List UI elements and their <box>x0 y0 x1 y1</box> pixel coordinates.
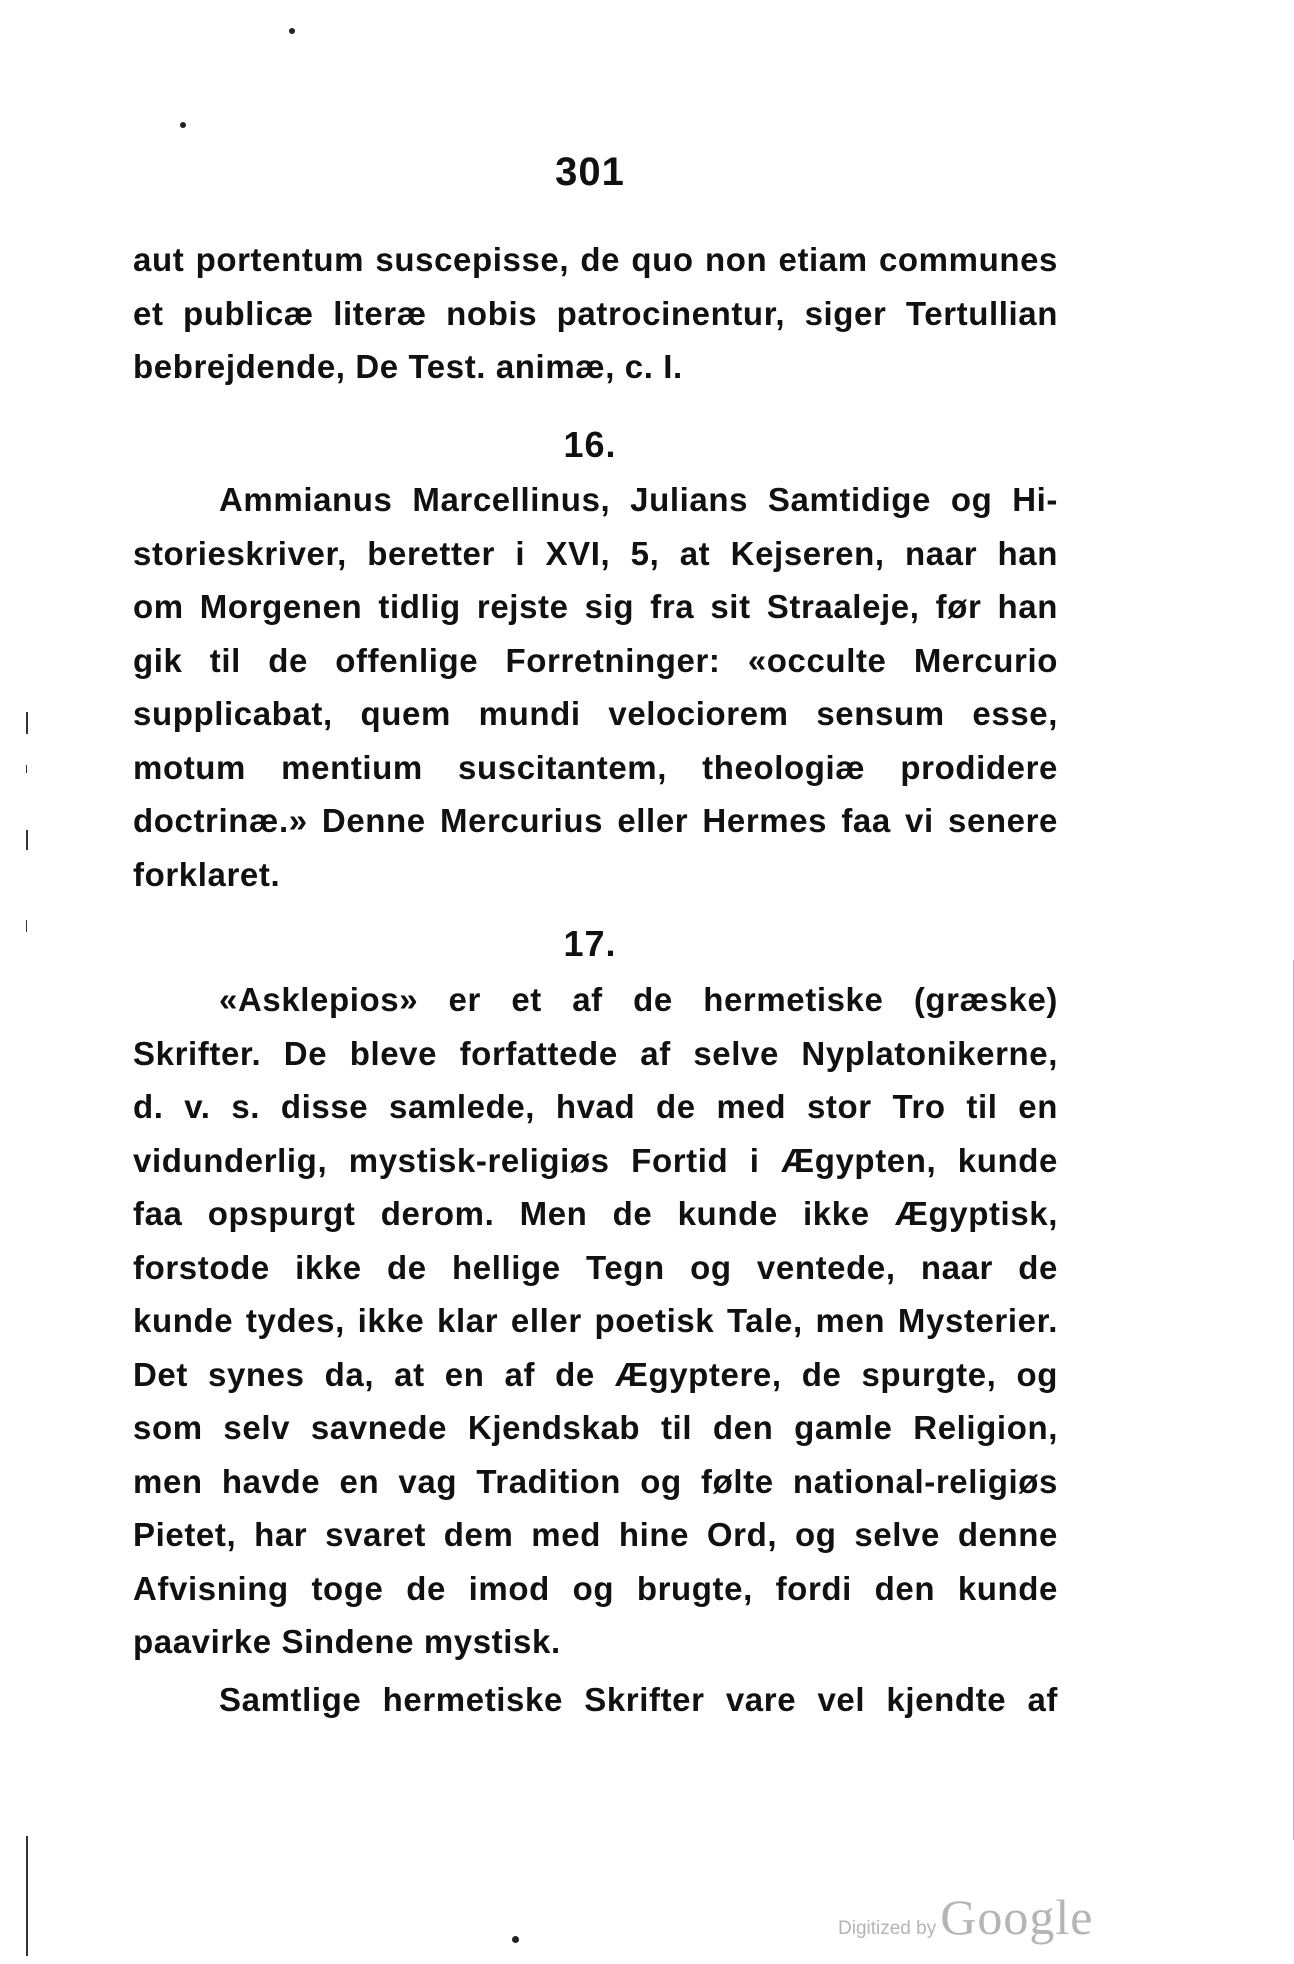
text-line: paavirke Sindene mystisk. <box>133 1623 561 1660</box>
scan-speck <box>180 122 186 128</box>
text-line: Ammianus Marcellinus, Julians Samtidige og Hi- <box>219 481 1058 518</box>
text-line: Skrifter. De bleve forfattede af selve Nyplatonikerne, <box>133 1034 1058 1072</box>
margin-mark <box>26 1836 28 1956</box>
text-line: doctrinæ.» Denne Mercurius eller Hermes faa vi senere <box>133 802 1058 839</box>
text-line: forstode ikke de hellige Tegn og ventede, naar de <box>133 1248 1058 1286</box>
margin-mark <box>26 830 28 850</box>
scan-speck <box>512 1936 519 1943</box>
paragraph-intro <box>133 233 1058 394</box>
section-number-16: 16. <box>563 424 617 465</box>
text-line: kunde tydes, ikke klar eller poetisk Tale, men Mysterier. <box>133 1302 1058 1339</box>
text-line: vidunderlig, mystisk-religiøs Fortid i Ægypten, kunde <box>133 1141 1058 1179</box>
text-line: om Morgenen tidlig rejste sig fra sit Straaleje, før han <box>133 588 1058 625</box>
text-line: men havde en vag Tradition og følte national-religiøs <box>133 1462 1058 1500</box>
text-line: bebrejdende, De Test. animæ, c. I. <box>133 348 683 385</box>
watermark-prefix: Digitized by <box>838 1918 937 1939</box>
paragraph-section-16 <box>133 473 1058 901</box>
paragraph-section-17-b <box>133 1673 1058 1727</box>
text-line: storieskriver, beretter i XVI, 5, at Kejseren, naar han <box>133 534 1058 572</box>
digitized-by-google-watermark <box>838 1888 1093 1946</box>
text-line: Afvisning toge de imod og brugte, fordi den kunde <box>133 1569 1058 1607</box>
margin-mark <box>26 765 27 773</box>
paragraph-section-17-a <box>133 973 1058 1669</box>
text-line: motum mentium suscitantem, theologiæ prodidere <box>133 748 1058 786</box>
text-line: Samtlige hermetiske Skrifter vare vel kjendte af <box>219 1681 1058 1718</box>
google-logo: Google <box>940 1889 1094 1945</box>
text-line: Pietet, har svaret dem med hine Ord, og selve denne <box>133 1516 1058 1553</box>
text-line: et publicæ literæ nobis patrocinentur, siger Tertullian <box>133 294 1058 332</box>
text-line: som selv savnede Kjendskab til den gamle Religion, <box>133 1409 1058 1446</box>
scan-speck <box>289 28 295 34</box>
section-number-17: 17. <box>563 923 617 964</box>
text-line: Det synes da, at en af de Ægyptere, de spurgte, og <box>133 1355 1058 1393</box>
text-line: faa opspurgt derom. Men de kunde ikke Ægyptisk, <box>133 1195 1058 1232</box>
page-number: 301 <box>555 150 625 194</box>
margin-mark <box>26 712 28 734</box>
text-line: supplicabat, quem mundi velociorem sensum esse, <box>133 695 1058 732</box>
text-line: d. v. s. disse samlede, hvad de med stor Tro til en <box>133 1088 1058 1125</box>
text-line: forklaret. <box>133 855 281 893</box>
text-line: «Asklepios» er et af de hermetiske (græske) <box>219 981 1058 1018</box>
text-line: aut portentum suscepisse, de quo non etiam communes <box>133 241 1058 278</box>
text-line: gik til de offenlige Forretninger: «occulte Mercurio <box>133 641 1058 679</box>
